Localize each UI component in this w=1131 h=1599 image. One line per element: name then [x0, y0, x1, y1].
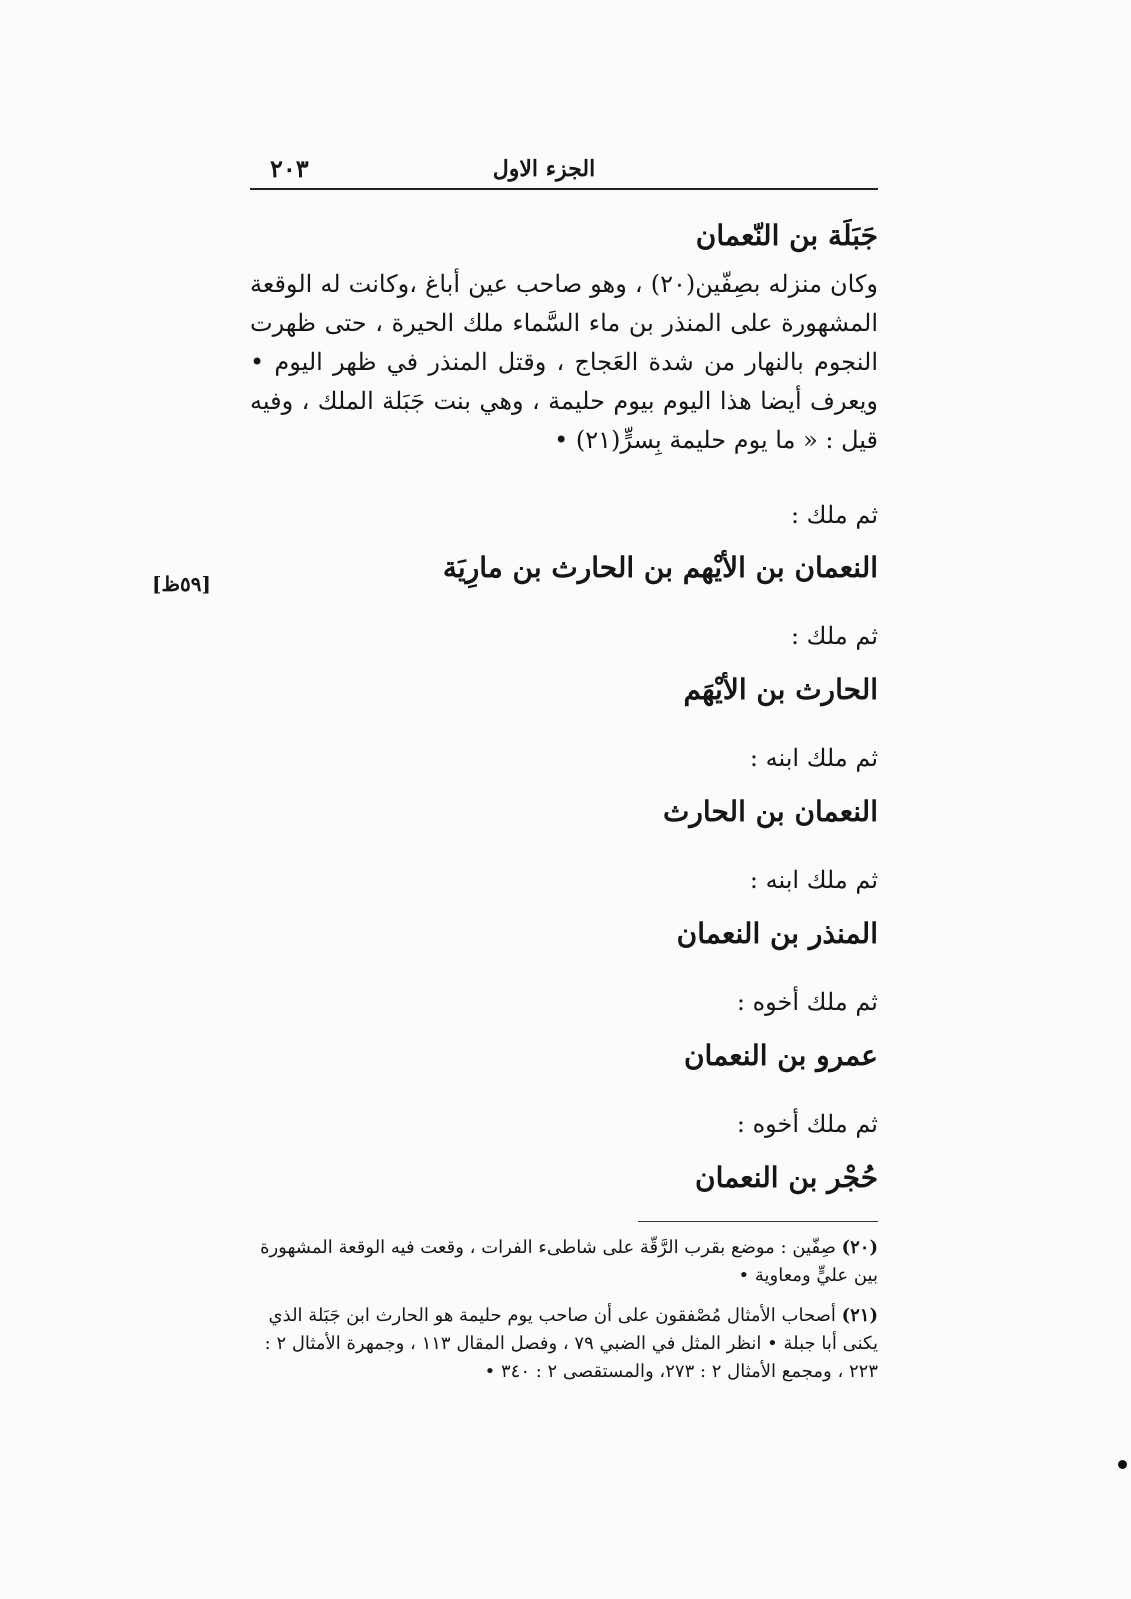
- section-paragraph: وكان منزله بصِفّين(٢٠) ، وهو صاحب عين أباغ ،وكانت له الوقعة المشهورة على المنذر بن ماء السَّماء ملك الحيرة ، حتى ظهرت النجوم بالنهار من شدة العَجاج ، وقتل المنذر في ظهر اليوم • ويعرف أيضا هذا اليوم بيوم حليمة ، وهي بنت جَبَلة الملك ، وفيه قيل : « ما يوم حليمة بِسرٍّ(٢١) •: [250, 270, 878, 454]
- succession-intro: ثم ملك أخوه :: [736, 1110, 878, 1138]
- succession-intro: ثم ملك ابنه :: [749, 866, 878, 894]
- footnote-separator: [638, 1221, 878, 1222]
- king-name: عمرو بن النعمان: [683, 1039, 878, 1072]
- king-name: النعمان بن الأيْهم بن الحارث بن مارِيَة: [442, 551, 878, 584]
- footnote-text: صِفّين : موضع بقرب الرَّقّة على شاطىء الفرات ، وقعت فيه الوقعة المشهورة بين عليٍّ ومعاوية •: [260, 1237, 878, 1286]
- folio-margin-note: [٥٩ظ]: [152, 572, 211, 596]
- footnote-number: (٢١): [841, 1305, 878, 1326]
- succession-intro: ثم ملك أخوه :: [736, 988, 878, 1016]
- footnote: [250, 1234, 878, 1290]
- king-name: النعمان بن الحارث: [663, 795, 878, 828]
- succession-intro: ثم ملك :: [790, 501, 878, 529]
- running-title: الجزء الاول: [492, 156, 596, 182]
- king-name: المنذر بن النعمان: [676, 917, 878, 950]
- succession-intro: ثم ملك :: [790, 622, 878, 650]
- scan-mark: [1118, 1460, 1127, 1469]
- page-header: [250, 154, 878, 190]
- footnote-text: أصحاب الأمثال مُصْفقون على أن صاحب يوم حليمة هو الحارث ابن جَبَلة الذي يكنى أبا جبلة • انظر المثل في الضبي ٧٩ ، وفصل المقال ١١٣ ، وجمهرة الأمثال ٢ : ٢٢٣ ، ومجمع الأمثال ٢ : ٢٧٣، والمستقصى ٢ : ٣٤٠ •: [264, 1305, 878, 1382]
- footnote-number: (٢٠): [841, 1237, 878, 1258]
- footnote: [250, 1302, 878, 1386]
- page-number: ٢٠٣: [270, 154, 309, 183]
- king-name: حُجْر بن النعمان: [695, 1161, 878, 1194]
- section-title: جَبَلَة بن النّعمان: [695, 219, 878, 252]
- succession-intro: ثم ملك ابنه :: [749, 744, 878, 772]
- king-name: الحارث بن الأيْهَم: [683, 673, 878, 706]
